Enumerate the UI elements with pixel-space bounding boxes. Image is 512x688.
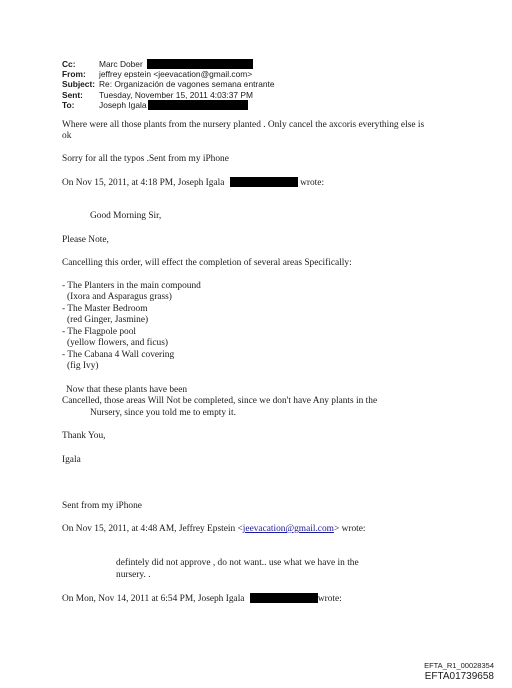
subject-label: Subject: bbox=[62, 79, 96, 90]
list-item: - The Planters in the main compound bbox=[62, 281, 201, 291]
please-note: Please Note, bbox=[62, 235, 109, 245]
quote-prefix: On Nov 15, 2011, at 4:18 PM, Joseph Igala bbox=[62, 178, 225, 188]
list-item: (red Ginger, Jasmine) bbox=[67, 315, 149, 325]
sent-from-line: Sent from my iPhone bbox=[62, 501, 142, 511]
cancelling-line: Cancelling this order, will effect the completion of several areas Specifically: bbox=[62, 258, 352, 268]
quote-suffix: wrote: bbox=[300, 178, 325, 188]
subject-value: Re: Organización de vagones semana entrante bbox=[99, 79, 275, 90]
cc-value: Marc Dober bbox=[99, 59, 143, 69]
cc-label: Cc: bbox=[62, 59, 76, 69]
to-value: Joseph Igala bbox=[99, 99, 147, 110]
to-row bbox=[62, 100, 275, 110]
to-label: To: bbox=[62, 99, 75, 110]
paragraph-line: Nursery, since you told me to empty it. bbox=[90, 408, 236, 418]
redaction-box bbox=[230, 177, 298, 187]
quoted-line: nursery. . bbox=[116, 570, 151, 580]
thanks-line: Thank You, bbox=[62, 431, 106, 441]
quote-prefix: On Mon, Nov 14, 2011 at 6:54 PM, Joseph Igala bbox=[62, 594, 245, 604]
quote-header-1 bbox=[62, 177, 324, 189]
signature: Igala bbox=[62, 455, 81, 465]
cc-row bbox=[62, 59, 275, 69]
paragraph-line: Now that these plants have been bbox=[66, 385, 188, 395]
sent-value: Tuesday, November 15, 2011 4:03:37 PM bbox=[99, 89, 253, 100]
list-item: - The Flagpole pool bbox=[62, 327, 137, 337]
email-header bbox=[62, 59, 275, 110]
document-id: EFTA_R1_00028354 bbox=[424, 661, 494, 670]
list-item: (fig Ivy) bbox=[67, 361, 99, 371]
sent-row bbox=[62, 90, 275, 100]
quoted-line: defintely did not approve , do not want.. use what we have in the bbox=[116, 558, 359, 568]
paragraph-line: Cancelled, those areas Will Not be completed, since we don't have Any plants in the bbox=[62, 396, 378, 406]
list-item: - The Master Bedroom bbox=[62, 304, 148, 314]
email-link[interactable]: jeevacation@gmail.com bbox=[242, 524, 334, 534]
subject-row bbox=[62, 79, 275, 89]
list-item: (yellow flowers, and ficus) bbox=[67, 338, 169, 348]
redaction-box bbox=[148, 100, 248, 110]
list-item: - The Cabana 4 Wall covering bbox=[62, 350, 175, 360]
quote-suffix: wrote: bbox=[317, 594, 342, 604]
redaction-box bbox=[250, 593, 318, 603]
greeting: Good Morning Sir, bbox=[90, 211, 162, 221]
redaction-box bbox=[147, 59, 253, 69]
typos-line: Sorry for all the typos .Sent from my iPhone bbox=[62, 154, 229, 164]
quote-header-3 bbox=[62, 593, 342, 605]
sent-label: Sent: bbox=[62, 89, 83, 100]
quote-suffix: > wrote: bbox=[333, 524, 366, 534]
from-label: From: bbox=[62, 69, 86, 80]
document-id: EFTA01739658 bbox=[424, 671, 494, 682]
reply-line: Where were all those plants from the nursery planted . Only cancel the axcoris everything else is bbox=[62, 120, 425, 130]
quote-prefix: On Nov 15, 2011, at 4:48 AM, Jeffrey Epstein < bbox=[62, 524, 243, 534]
quote-header-2 bbox=[62, 524, 366, 535]
from-row bbox=[62, 69, 275, 79]
list-item: (Ixora and Asparagus grass) bbox=[67, 292, 172, 302]
reply-line: ok bbox=[62, 131, 72, 141]
from-value: jeffrey epstein <jeevacation@gmail.com> bbox=[99, 69, 253, 80]
